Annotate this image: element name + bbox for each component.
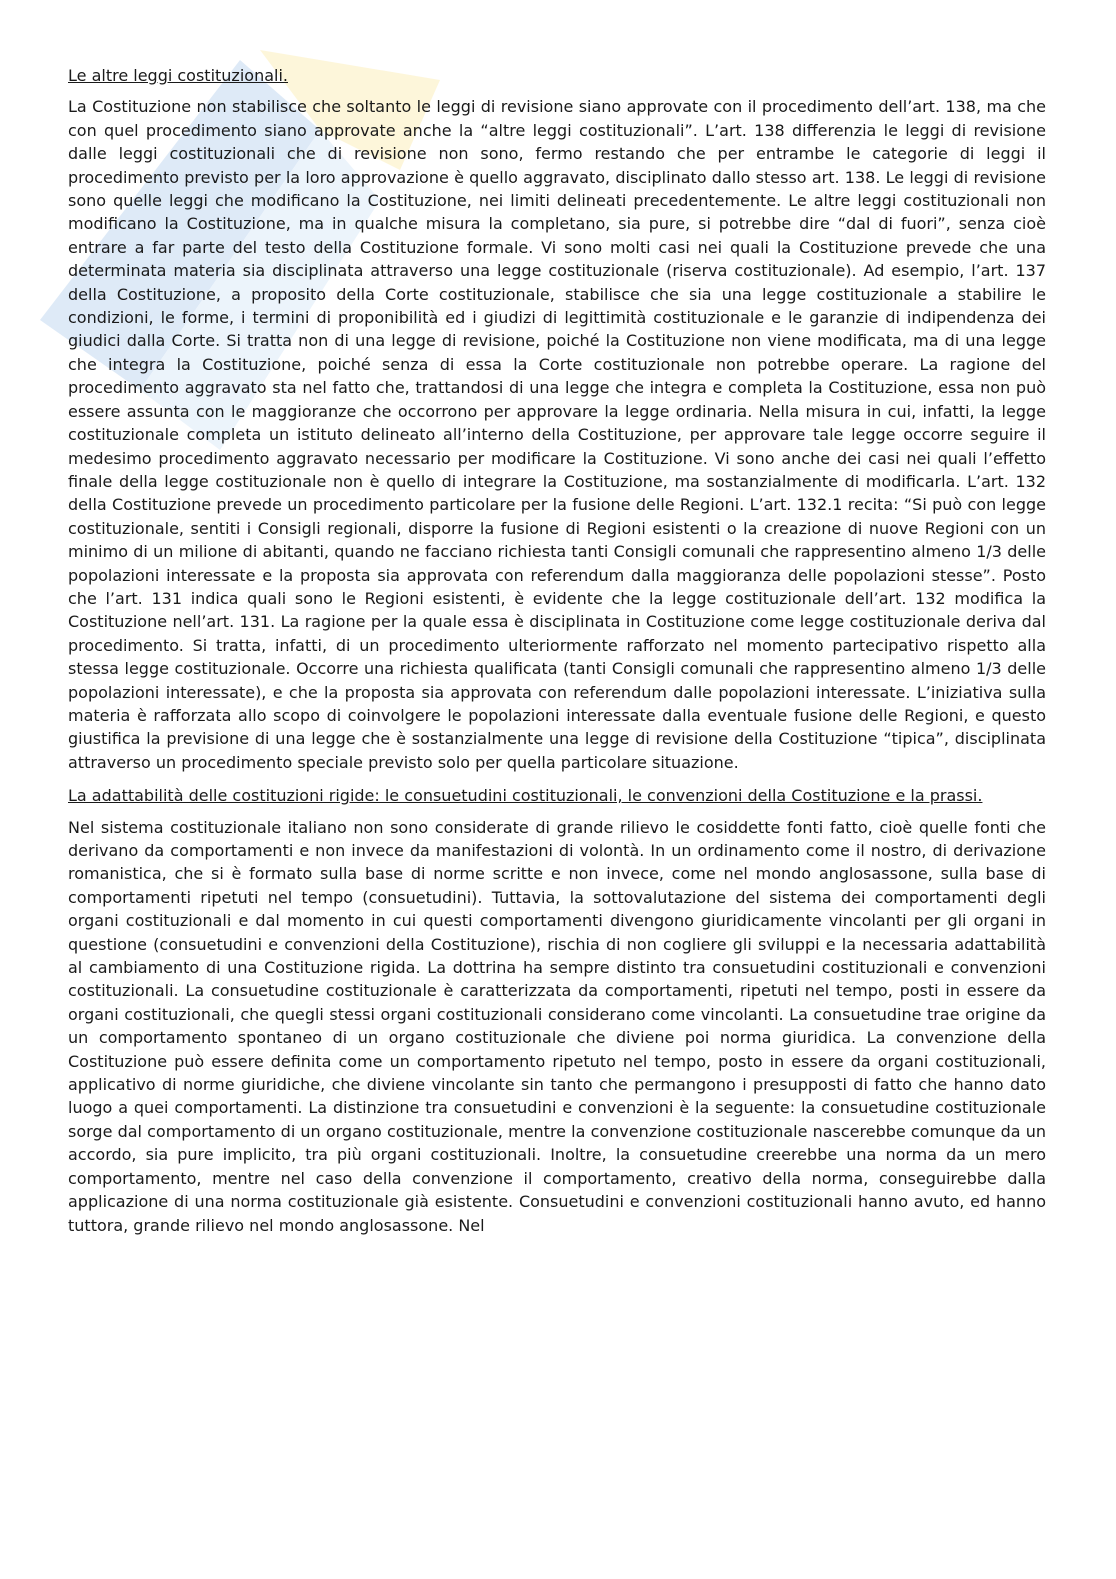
document-page	[68, 64, 1046, 1247]
section-paragraph-altre-leggi: La Costituzione non stabilisce che soltanto le leggi di revisione siano approvate con il procedimento dell’art. 138, ma che con quel procedimento siano approvate anche la “altre leggi costituzionali”. L’art. 138 differenzia le leggi di revisione dalle leggi costituzionali che di revisione non sono, fermo restando che per entrambe le categorie di leggi il procedimento previsto per la loro approvazione è quello aggravato, disciplinato dallo stesso art. 138. Le leggi di revisione sono quelle leggi che modificano la Costituzione, nei limiti delineati precedentemente. Le altre leggi costituzionali non modificano la Costituzione, ma in qualche misura la completano, sia pure, si potrebbe dire “dal di fuori”, senza cioè entrare a far parte del testo della Costituzione formale. Vi sono molti casi nei quali la Costituzione prevede che una determinata materia sia disciplinata attraverso una legge costituzionale (riserva costituzionale). Ad esempio, l’art. 137 della Costituzione, a proposito della Corte costituzionale, stabilisce che sia una legge costituzionale a stabilire le condizioni, le forme, i termini di proponibilità ed i giudizi di legittimità costituzionale e le garanzie di indipendenza dei giudici dalla Corte. Si tratta non di una legge di revisione, poiché la Costituzione non viene modificata, ma di una legge che integra la Costituzione, poiché senza di essa la Corte costituzionale non potrebbe operare. La ragione del procedimento aggravato sta nel fatto che, trattandosi di una legge che integra e completa la Costituzione, essa non può essere assunta con le maggioranze che occorrono per approvare la legge ordinaria. Nella misura in cui, infatti, la legge costituzionale completa un istituto delineato all’interno della Costituzione, per approvare tale legge occorre seguire il medesimo procedimento aggravato necessario per modificare la Costituzione. Vi sono anche dei casi nei quali l’effetto finale della legge costituzionale non è quello di integrare la Costituzione, ma sostanzialmente di modificarla. L’art. 132 della Costituzione prevede un procedimento particolare per la fusione delle Regioni. L’art. 132.1 recita: “Si può con legge costituzionale, sentiti i Consigli regionali, disporre la fusione di Regioni esistenti o la creazione di nuove Regioni con un minimo di un milione di abitanti, quando ne facciano richiesta tanti Consigli comunali che rappresentino almeno 1/3 delle popolazioni interessate e la proposta sia approvata con referendum dalla maggioranza delle popolazioni stesse”. Posto che l’art. 131 indica quali sono le Regioni esistenti, è evidente che la legge costituzionale dell’art. 132 modifica la Costituzione nell’art. 131. La ragione per la quale essa è disciplinata in Costituzione come legge costituzionale deriva dal procedimento. Si tratta, infatti, di un procedimento ulteriormente rafforzato nel momento partecipativo rispetto alla stessa legge costituzionale. Occorre una richiesta qualificata (tanti Consigli comunali che rappresentino almeno 1/3 delle popolazioni interessate), e che la proposta sia approvata con referendum dalle popolazioni interessate. L’iniziativa sulla materia è rafforzata allo scopo di coinvolgere le popolazioni interessate dalla eventuale fusione delle Regioni, e questo giustifica la previsione di una legge che è sostanzialmente una legge di revisione della Costituzione “tipica”, disciplinata attraverso un procedimento speciale previsto solo per quella particolare situazione.	[68, 97, 1046, 772]
section-paragraph-adattabilita: Nel sistema costituzionale italiano non sono considerate di grande rilievo le cosiddette fonti fatto, cioè quelle fonti che derivano da comportamenti e non invece da manifestazioni di volontà. In un ordinamento come il nostro, di derivazione romanistica, che si è formato sulla base di norme scritte e non invece, come nel mondo anglosassone, sulla base di comportamenti ripetuti nel tempo (consuetudini). Tuttavia, la sottovalutazione del sistema dei comportamenti degli organi costituzionali e dal momento in cui questi comportamenti divengono giuridicamente vincolanti per gli organi in questione (consuetudini e convenzioni della Costituzione), rischia di non cogliere gli sviluppi e la necessaria adattabilità al cambiamento di una Costituzione rigida. La dottrina ha sempre distinto tra consuetudini costituzionali e convenzioni costituzionali. La consuetudine costituzionale è caratterizzata da comportamenti, ripetuti nel tempo, posti in essere da organi costituzionali, che quegli stessi organi costituzionali considerano come vincolanti. La consuetudine trae origine da un comportamento spontaneo di un organo costituzionale che diviene poi norma giuridica. La convenzione della Costituzione può essere definita come un comportamento ripetuto nel tempo, posto in essere da organi costituzionali, applicativo di norme giuridiche, che diviene vincolante sin tanto che permangono i presupposti di fatto che hanno dato luogo a quei comportamenti. La distinzione tra consuetudini e convenzioni è la seguente: la consuetudine costituzionale sorge dal comportamento di un organo costituzionale, mentre la convenzione costituzionale nascerebbe comunque da un accordo, sia pure implicito, tra più organi costituzionali. Inoltre, la consuetudine creerebbe una norma da un mero comportamento, mentre nel caso della convenzione il comportamento, creativo della norma, conseguirebbe dalla applicazione di una norma costituzionale già esistente. Consuetudini e convenzioni costituzionali hanno avuto, ed hanno tuttora, grande rilievo nel mondo anglosassone. Nel	[68, 817, 1046, 1235]
section-heading-adattabilita: La adattabilità delle costituzioni rigide: le consuetudini costituzionali, le convenzioni della Costituzione e la prassi.	[68, 786, 983, 806]
section-heading-altre-leggi: Le altre leggi costituzionali.	[68, 66, 288, 85]
